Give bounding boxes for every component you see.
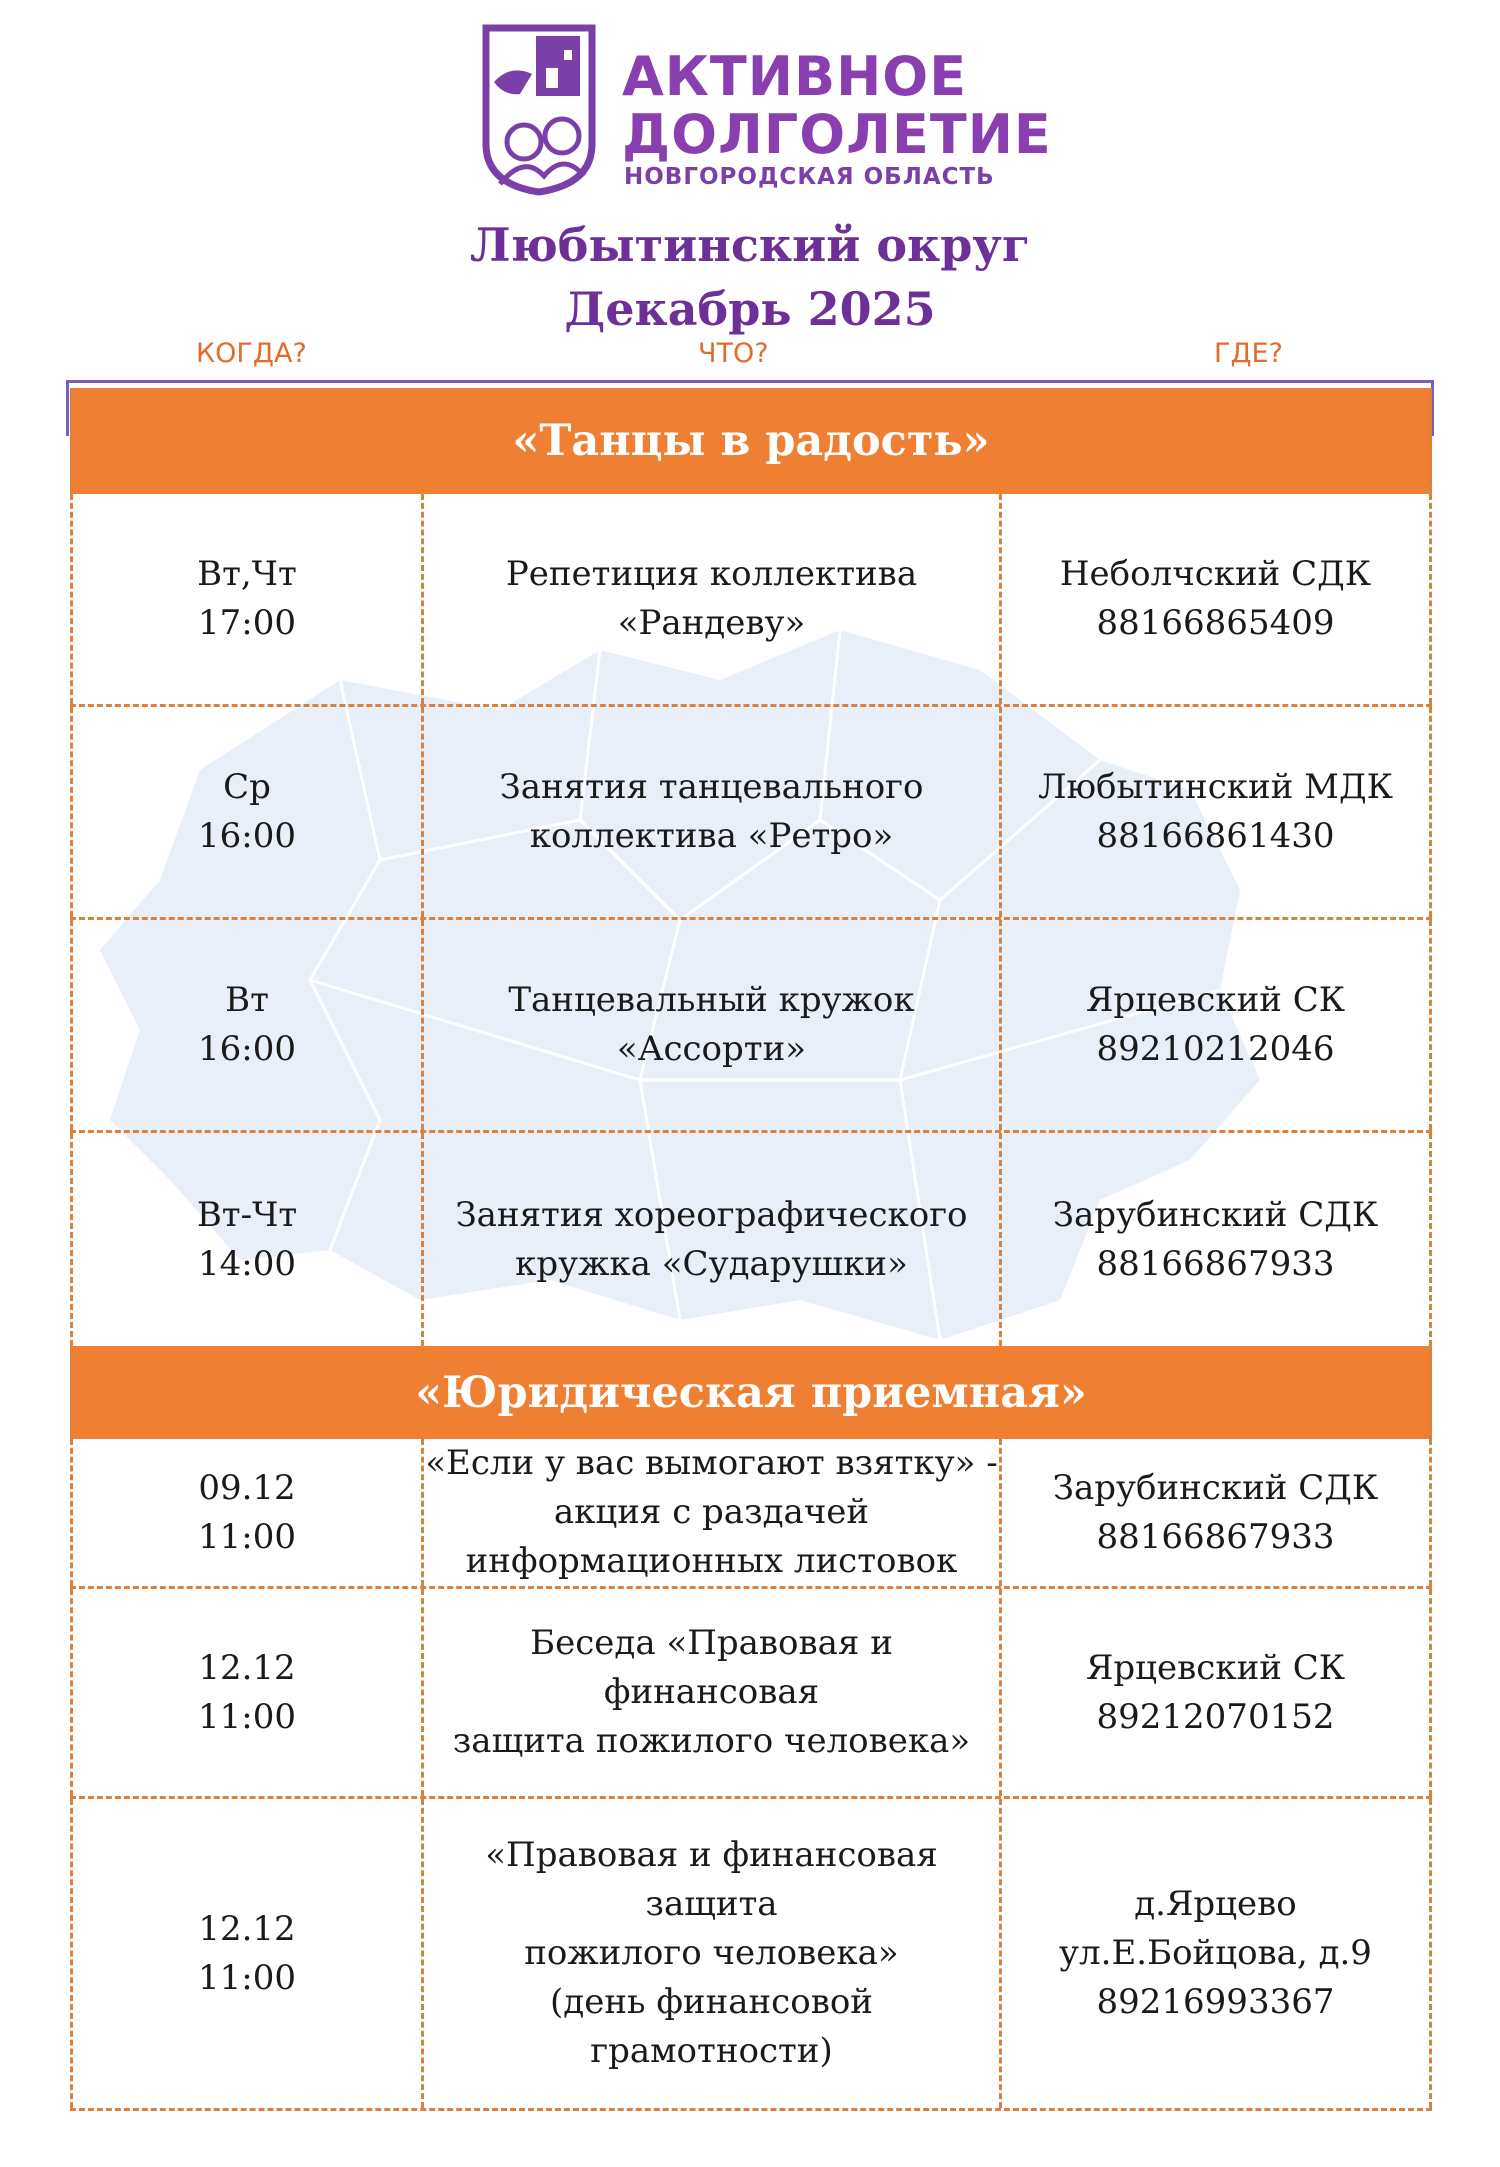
cell-where: Любытинский МДК 88166861430 (999, 707, 1432, 917)
page-title: Любытинский округ (469, 218, 1031, 272)
cell-where: Зарубинский СДК 88166867933 (999, 1439, 1432, 1586)
logo-emblem-icon (480, 24, 598, 196)
brand-line-1: АКТИВНОЕ (622, 45, 968, 108)
page-subtitle: Декабрь 2025 (564, 282, 936, 336)
cell-where: д.Ярцево ул.Е.Бойцова, д.9 89216993367 (999, 1799, 1432, 2108)
cell-when: Ср 16:00 (70, 707, 421, 917)
cell-what: «Правовая и финансовая защита пожилого человека» (день финансовой грамотности) (421, 1799, 999, 2108)
table-row (70, 494, 1432, 707)
column-header-where: ГДЕ? (1214, 338, 1283, 369)
cell-what: Занятия танцевального коллектива «Ретро» (421, 707, 999, 917)
cell-when: Вт,Чт 17:00 (70, 494, 421, 704)
table-row (70, 1799, 1432, 2111)
cell-where: Зарубинский СДК 88166867933 (999, 1133, 1432, 1346)
table-row (70, 1133, 1432, 1346)
cell-what: Танцевальный кружок «Ассорти» (421, 920, 999, 1130)
cell-when: 12.12 11:00 (70, 1589, 421, 1796)
section-header: «Юридическая приемная» (70, 1346, 1432, 1439)
table-row (70, 707, 1432, 920)
column-header-when: КОГДА? (196, 338, 307, 369)
cell-what: «Если у вас вымогают взятку» - акция с раздачей информационных листовок (421, 1439, 999, 1586)
schedule-table (70, 388, 1432, 2111)
cell-when: Вт-Чт 14:00 (70, 1133, 421, 1346)
section-header: «Танцы в радость» (70, 388, 1432, 494)
cell-when: 12.12 11:00 (70, 1799, 421, 2108)
brand-logo (472, 20, 1052, 200)
table-row (70, 920, 1432, 1133)
table-top-rule (66, 380, 1434, 383)
cell-when: 09.12 11:00 (70, 1439, 421, 1586)
cell-where: Неболчский СДК 88166865409 (999, 494, 1432, 704)
cell-when: Вт 16:00 (70, 920, 421, 1130)
table-top-rule-left (66, 380, 69, 436)
cell-where: Ярцевский СК 89210212046 (999, 920, 1432, 1130)
table-row (70, 1589, 1432, 1799)
cell-where: Ярцевский СК 89212070152 (999, 1589, 1432, 1796)
column-header-what: ЧТО? (698, 338, 769, 369)
cell-what: Репетиция коллектива «Рандеву» (421, 494, 999, 704)
cell-what: Беседа «Правовая и финансовая защита пожилого человека» (421, 1589, 999, 1796)
cell-what: Занятия хореографического кружка «Сударушки» (421, 1133, 999, 1346)
brand-line-2: ДОЛГОЛЕТИЕ (622, 103, 1052, 166)
brand-region: НОВГОРОДСКАЯ ОБЛАСТЬ (624, 164, 995, 190)
table-row (70, 1439, 1432, 1589)
